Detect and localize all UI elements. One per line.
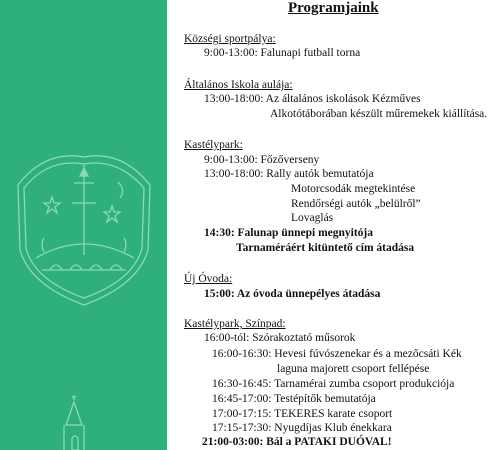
page-title: Programjaink [288, 0, 379, 16]
section-heading-sportpalya: Községi sportpálya: [184, 33, 276, 45]
program-item-highlight: 15:00: Az óvoda ünnepélyes átadása [204, 288, 381, 300]
program-item: 17:00-17:15: TEKERES karate csoport [212, 408, 393, 420]
program-item: 17:15-17:30: Nyugdíjas Klub énekkara [212, 422, 392, 434]
program-item: 13:00-18:00: Az általános iskolások Kézműves [204, 93, 421, 105]
section-heading-iskola: Általános Iskola aulája: [184, 79, 293, 91]
program-item: Rendőrségi autók „belülről” [291, 198, 421, 210]
section-heading-kastelypark: Kastélypark: [184, 139, 243, 151]
sidebar-artwork [0, 0, 167, 450]
church-tower-icon [64, 395, 84, 450]
program-item-highlight: Tarnaméráért kitüntető cím átadása [236, 242, 415, 254]
program-item: 16:30-16:45: Tarnamérai zumba csoport produkciója [212, 378, 455, 390]
program-item: 9:00-13:00: Falunapi futball torna [204, 47, 361, 59]
program-item: 16:00-16:30: Hevesi fúvószenekar és a mezőcsáti Kék [212, 348, 462, 360]
section-heading-ovoda: Új Óvoda: [184, 273, 233, 285]
program-item-highlight: 21:00-03:00: Bál a PATAKI DUÓVAL! [202, 436, 392, 448]
program-item: 9:00-13:00: Főzőverseny [204, 154, 320, 166]
program-item-highlight: 14:30: Falunap ünnepi megnyitója [204, 227, 374, 239]
section-heading-szinpad: Kastélypark, Színpad: [184, 318, 286, 330]
coat-of-arms-icon [18, 156, 150, 305]
program-content [167, 0, 500, 450]
program-item: 13:00-18:00: Rally autók bemutatója [204, 168, 374, 180]
program-item: Lovaglás [291, 212, 334, 224]
program-item: Motorcsodák megtekintése [291, 183, 416, 195]
program-item: 16:45-17:00: Testépítők bemutatója [212, 393, 376, 405]
green-sidebar [0, 0, 167, 450]
program-item: 16:00-tól: Szórakoztató műsorok [204, 332, 356, 344]
program-item: laguna majorett csoport fellépése [277, 363, 430, 375]
program-item: Alkotótáborában készült műremekek kiállítása. [270, 108, 488, 120]
